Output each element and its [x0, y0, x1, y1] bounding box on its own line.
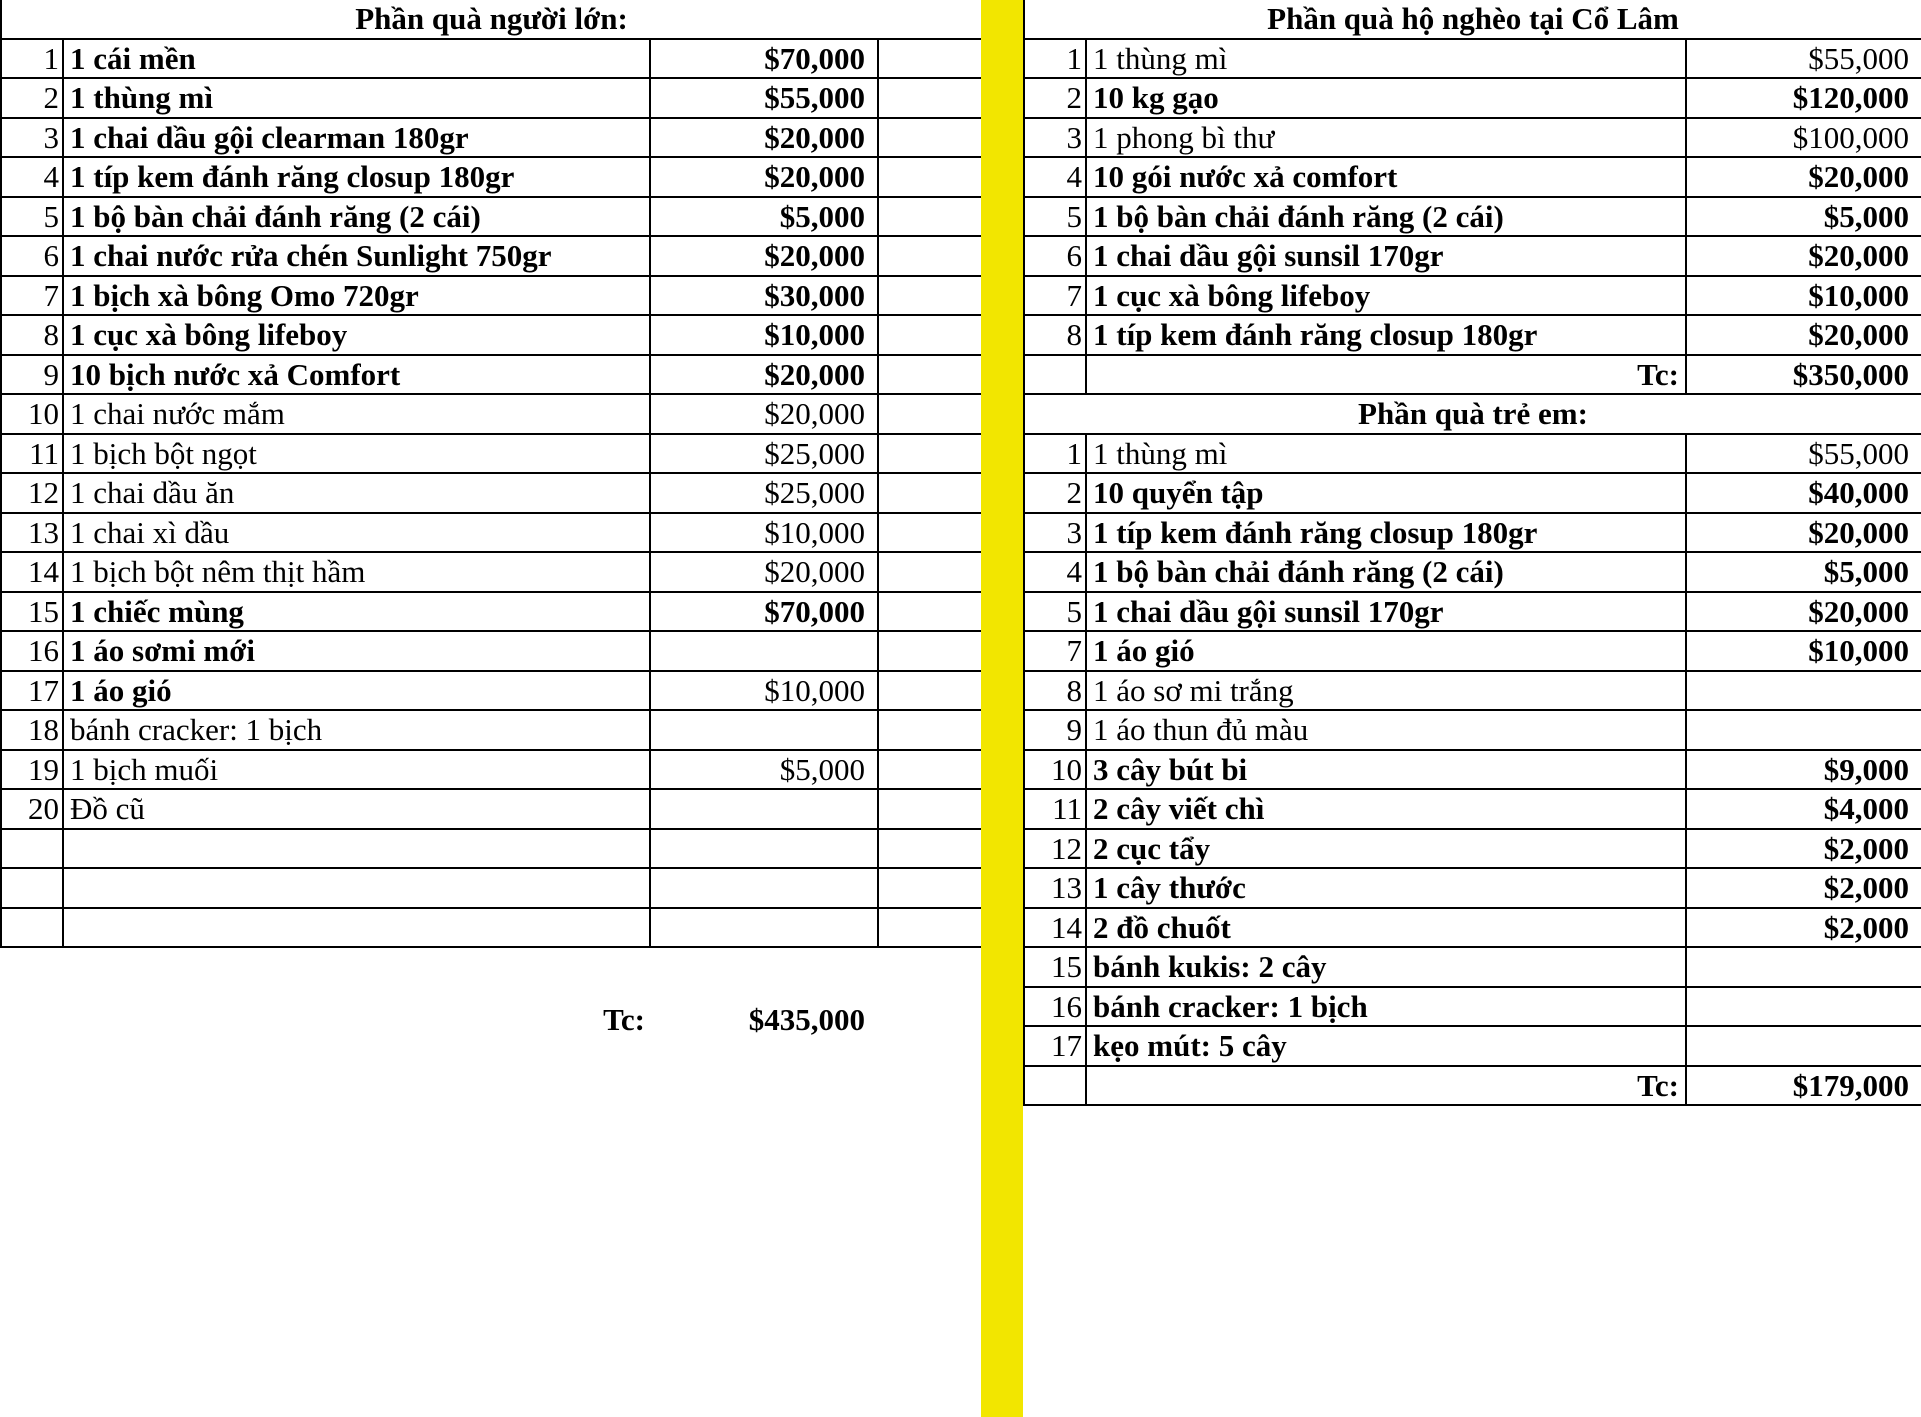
adult-table-row	[1, 236, 982, 276]
item-name: 10 bịch nước xả Comfort	[63, 355, 650, 395]
row-number: 1	[1024, 39, 1086, 79]
poor-total-label: Tc:	[1086, 355, 1686, 395]
item-name: 1 bộ bàn chải đánh răng (2 cái)	[1086, 552, 1686, 592]
row-number: 3	[1024, 513, 1086, 553]
row-number: 13	[1, 513, 63, 553]
item-price	[1686, 987, 1921, 1027]
empty-cell	[878, 829, 982, 869]
kids-table-row	[1024, 947, 1921, 987]
item-price	[650, 829, 878, 869]
item-name: 1 thùng mì	[63, 78, 650, 118]
adult-section-title: Phần quà người lớn:	[1, 0, 982, 39]
row-number: 13	[1024, 868, 1086, 908]
adult-table-row	[1, 315, 982, 355]
item-name: 2 đồ chuốt	[1086, 908, 1686, 948]
item-price: $55,000	[1686, 434, 1921, 474]
item-name: 1 áo gió	[63, 671, 650, 711]
kids-table-row	[1024, 987, 1921, 1027]
poor-table-row	[1024, 315, 1921, 355]
item-name: 1 chai nước mắm	[63, 394, 650, 434]
poor-table-row	[1024, 197, 1921, 237]
kids-table-row	[1024, 434, 1921, 474]
row-number: 1	[1, 39, 63, 79]
adult-table-row	[1, 434, 982, 474]
row-number: 7	[1024, 276, 1086, 316]
item-name: 1 bịch muối	[63, 750, 650, 790]
item-name: 1 chai dầu ăn	[63, 473, 650, 513]
item-price: $20,000	[1686, 315, 1921, 355]
item-name: 1 cục xà bông lifeboy	[1086, 276, 1686, 316]
item-name: 1 bộ bàn chải đánh răng (2 cái)	[1086, 197, 1686, 237]
adult-table-row	[1, 908, 982, 948]
empty-cell	[878, 355, 982, 395]
adult-table-row	[1, 710, 982, 750]
row-number: 11	[1, 434, 63, 474]
row-number: 15	[1024, 947, 1086, 987]
item-price: $20,000	[1686, 157, 1921, 197]
item-name	[63, 829, 650, 869]
adult-table-row	[1, 276, 982, 316]
empty-cell	[878, 118, 982, 158]
row-number: 5	[1, 197, 63, 237]
adult-table-row	[1, 513, 982, 553]
item-price: $5,000	[1686, 552, 1921, 592]
empty-cell	[878, 434, 982, 474]
item-name: 2 cây viết chì	[1086, 789, 1686, 829]
adult-table-row	[1, 157, 982, 197]
kids-table-row	[1024, 908, 1921, 948]
item-price: $5,000	[650, 750, 878, 790]
row-number: 6	[1024, 236, 1086, 276]
adult-title-row	[1, 0, 982, 39]
kids-table-row	[1024, 789, 1921, 829]
item-name: 1 áo sơmi mới	[63, 631, 650, 671]
adult-table-row	[1, 789, 982, 829]
empty-cell	[1024, 1066, 1086, 1106]
adult-table-row	[1, 394, 982, 434]
row-number: 20	[1, 789, 63, 829]
item-price: $10,000	[650, 513, 878, 553]
item-name: 1 chai xì dầu	[63, 513, 650, 553]
item-name	[63, 908, 650, 948]
poor-table-row	[1024, 276, 1921, 316]
row-number: 9	[1, 355, 63, 395]
row-number: 17	[1024, 1026, 1086, 1066]
item-price: $20,000	[650, 157, 878, 197]
adult-table-row	[1, 631, 982, 671]
item-name: 1 chai dầu gội sunsil 170gr	[1086, 592, 1686, 632]
item-name: 10 kg gạo	[1086, 78, 1686, 118]
row-number: 7	[1024, 631, 1086, 671]
item-price: $40,000	[1686, 473, 1921, 513]
item-name: 1 chai dầu gội sunsil 170gr	[1086, 236, 1686, 276]
poor-table-row	[1024, 78, 1921, 118]
row-number: 2	[1024, 473, 1086, 513]
row-number: 1	[1024, 434, 1086, 474]
adult-table-row	[1, 750, 982, 790]
adult-total-label: Tc:	[603, 1002, 645, 1037]
kids-table-row	[1024, 513, 1921, 553]
row-number: 8	[1, 315, 63, 355]
item-name: 1 cục xà bông lifeboy	[63, 315, 650, 355]
right-gift-table	[1023, 0, 1921, 1106]
poor-total-value: $350,000	[1686, 355, 1921, 395]
adult-table-row	[1, 552, 982, 592]
adult-gift-table	[0, 0, 983, 948]
adult-table-row	[1, 671, 982, 711]
empty-cell	[878, 157, 982, 197]
item-price: $30,000	[650, 276, 878, 316]
poor-table-row	[1024, 157, 1921, 197]
item-price: $5,000	[650, 197, 878, 237]
item-price	[650, 631, 878, 671]
adult-table-row	[1, 868, 982, 908]
item-price: $2,000	[1686, 868, 1921, 908]
row-number	[1, 829, 63, 869]
poor-section-title: Phần quà hộ nghèo tại Cổ Lâm	[1024, 0, 1921, 39]
item-price	[650, 710, 878, 750]
item-price: $20,000	[650, 394, 878, 434]
row-number: 7	[1, 276, 63, 316]
item-price: $20,000	[1686, 513, 1921, 553]
item-name: 1 típ kem đánh răng closup 180gr	[1086, 513, 1686, 553]
item-price: $55,000	[650, 78, 878, 118]
item-name: 1 bịch bột ngọt	[63, 434, 650, 474]
empty-cell	[878, 631, 982, 671]
kids-table-row	[1024, 671, 1921, 711]
poor-table-row	[1024, 236, 1921, 276]
row-number: 5	[1024, 592, 1086, 632]
adult-total-value: $435,000	[748, 1002, 865, 1037]
row-number: 18	[1, 710, 63, 750]
row-number: 4	[1, 157, 63, 197]
item-name: 1 cây thước	[1086, 868, 1686, 908]
row-number: 19	[1, 750, 63, 790]
item-price	[1686, 1026, 1921, 1066]
adult-table-row	[1, 829, 982, 869]
kids-total-value: $179,000	[1686, 1066, 1921, 1106]
kids-table-row	[1024, 631, 1921, 671]
empty-cell	[878, 473, 982, 513]
item-price: $5,000	[1686, 197, 1921, 237]
item-price: $10,000	[1686, 276, 1921, 316]
item-name: 1 bộ bàn chải đánh răng (2 cái)	[63, 197, 650, 237]
kids-total-row	[1024, 1066, 1921, 1106]
row-number: 4	[1024, 157, 1086, 197]
empty-cell	[878, 236, 982, 276]
row-number: 6	[1, 236, 63, 276]
kids-table-row	[1024, 829, 1921, 869]
item-price: $10,000	[650, 671, 878, 711]
item-name: 1 áo gió	[1086, 631, 1686, 671]
kids-table-row	[1024, 592, 1921, 632]
item-name: bánh cracker: 1 bịch	[1086, 987, 1686, 1027]
item-price	[1686, 947, 1921, 987]
item-price	[650, 868, 878, 908]
row-number: 14	[1, 552, 63, 592]
row-number: 12	[1, 473, 63, 513]
empty-cell	[878, 710, 982, 750]
row-number: 8	[1024, 315, 1086, 355]
poor-table-row	[1024, 118, 1921, 158]
empty-cell	[878, 513, 982, 553]
row-number: 10	[1, 394, 63, 434]
item-price: $10,000	[650, 315, 878, 355]
adult-table-row	[1, 355, 982, 395]
item-price: $20,000	[650, 118, 878, 158]
empty-cell	[878, 197, 982, 237]
item-name: 1 áo sơ mi trắng	[1086, 671, 1686, 711]
empty-cell	[878, 315, 982, 355]
item-name: 2 cục tẩy	[1086, 829, 1686, 869]
item-name: 1 típ kem đánh răng closup 180gr	[1086, 315, 1686, 355]
row-number	[1, 868, 63, 908]
item-price: $25,000	[650, 473, 878, 513]
adult-table-row	[1, 473, 982, 513]
row-number: 16	[1024, 987, 1086, 1027]
item-name: 1 bịch bột nêm thịt hầm	[63, 552, 650, 592]
item-name: 10 gói nước xả comfort	[1086, 157, 1686, 197]
item-price: $20,000	[650, 236, 878, 276]
item-name: 1 thùng mì	[1086, 39, 1686, 79]
item-price: $2,000	[1686, 908, 1921, 948]
item-name: 3 cây bút bi	[1086, 750, 1686, 790]
yellow-column-divider	[981, 0, 1023, 1417]
adult-table-row	[1, 592, 982, 632]
item-price: $55,000	[1686, 39, 1921, 79]
item-price: $9,000	[1686, 750, 1921, 790]
poor-table-row	[1024, 39, 1921, 79]
item-name: 1 thùng mì	[1086, 434, 1686, 474]
item-price: $120,000	[1686, 78, 1921, 118]
row-number: 12	[1024, 829, 1086, 869]
kids-section-title: Phần quà trẻ em:	[1024, 394, 1921, 434]
item-price: $20,000	[1686, 592, 1921, 632]
row-number: 9	[1024, 710, 1086, 750]
item-name: Đồ cũ	[63, 789, 650, 829]
kids-table-row	[1024, 868, 1921, 908]
item-name: 1 phong bì thư	[1086, 118, 1686, 158]
poor-title-row	[1024, 0, 1921, 39]
item-name: 1 típ kem đánh răng closup 180gr	[63, 157, 650, 197]
empty-cell	[878, 789, 982, 829]
row-number: 11	[1024, 789, 1086, 829]
adult-table-row	[1, 118, 982, 158]
row-number: 14	[1024, 908, 1086, 948]
row-number: 3	[1024, 118, 1086, 158]
item-price: $20,000	[1686, 236, 1921, 276]
item-price: $4,000	[1686, 789, 1921, 829]
item-name: bánh kukis: 2 cây	[1086, 947, 1686, 987]
empty-cell	[878, 592, 982, 632]
row-number	[1, 908, 63, 948]
item-price	[1686, 710, 1921, 750]
item-name: 10 quyển tập	[1086, 473, 1686, 513]
adult-table-row	[1, 197, 982, 237]
empty-cell	[878, 868, 982, 908]
row-number: 17	[1, 671, 63, 711]
item-price: $20,000	[650, 552, 878, 592]
row-number: 10	[1024, 750, 1086, 790]
item-price: $20,000	[650, 355, 878, 395]
empty-cell	[878, 908, 982, 948]
item-name: 1 áo thun đủ màu	[1086, 710, 1686, 750]
empty-cell	[878, 78, 982, 118]
adult-table-row	[1, 78, 982, 118]
kids-total-label: Tc:	[1086, 1066, 1686, 1106]
item-name: 1 bịch xà bông Omo 720gr	[63, 276, 650, 316]
row-number: 8	[1024, 671, 1086, 711]
kids-title-row	[1024, 394, 1921, 434]
item-price: $2,000	[1686, 829, 1921, 869]
empty-cell	[878, 750, 982, 790]
empty-cell	[878, 39, 982, 79]
adult-table-row	[1, 39, 982, 79]
item-name: kẹo mút: 5 cây	[1086, 1026, 1686, 1066]
item-name: 1 chai nước rửa chén Sunlight 750gr	[63, 236, 650, 276]
item-price	[650, 789, 878, 829]
item-name: 1 cái mền	[63, 39, 650, 79]
empty-cell	[878, 394, 982, 434]
row-number: 4	[1024, 552, 1086, 592]
kids-table-row	[1024, 1026, 1921, 1066]
row-number: 2	[1024, 78, 1086, 118]
item-price: $100,000	[1686, 118, 1921, 158]
kids-table-row	[1024, 710, 1921, 750]
row-number: 16	[1, 631, 63, 671]
kids-table-row	[1024, 473, 1921, 513]
item-name	[63, 868, 650, 908]
adult-total	[0, 1002, 981, 1042]
item-price	[650, 908, 878, 948]
item-price	[1686, 671, 1921, 711]
item-name: 1 chai dầu gội clearman 180gr	[63, 118, 650, 158]
item-name: 1 chiếc mùng	[63, 592, 650, 632]
empty-cell	[878, 552, 982, 592]
row-number: 5	[1024, 197, 1086, 237]
row-number: 15	[1, 592, 63, 632]
item-name: bánh cracker: 1 bịch	[63, 710, 650, 750]
item-price: $10,000	[1686, 631, 1921, 671]
kids-table-row	[1024, 552, 1921, 592]
item-price: $70,000	[650, 39, 878, 79]
row-number: 2	[1, 78, 63, 118]
empty-cell	[1024, 355, 1086, 395]
item-price: $25,000	[650, 434, 878, 474]
poor-total-row	[1024, 355, 1921, 395]
item-price: $70,000	[650, 592, 878, 632]
kids-table-row	[1024, 750, 1921, 790]
empty-cell	[878, 671, 982, 711]
row-number: 3	[1, 118, 63, 158]
empty-cell	[878, 276, 982, 316]
